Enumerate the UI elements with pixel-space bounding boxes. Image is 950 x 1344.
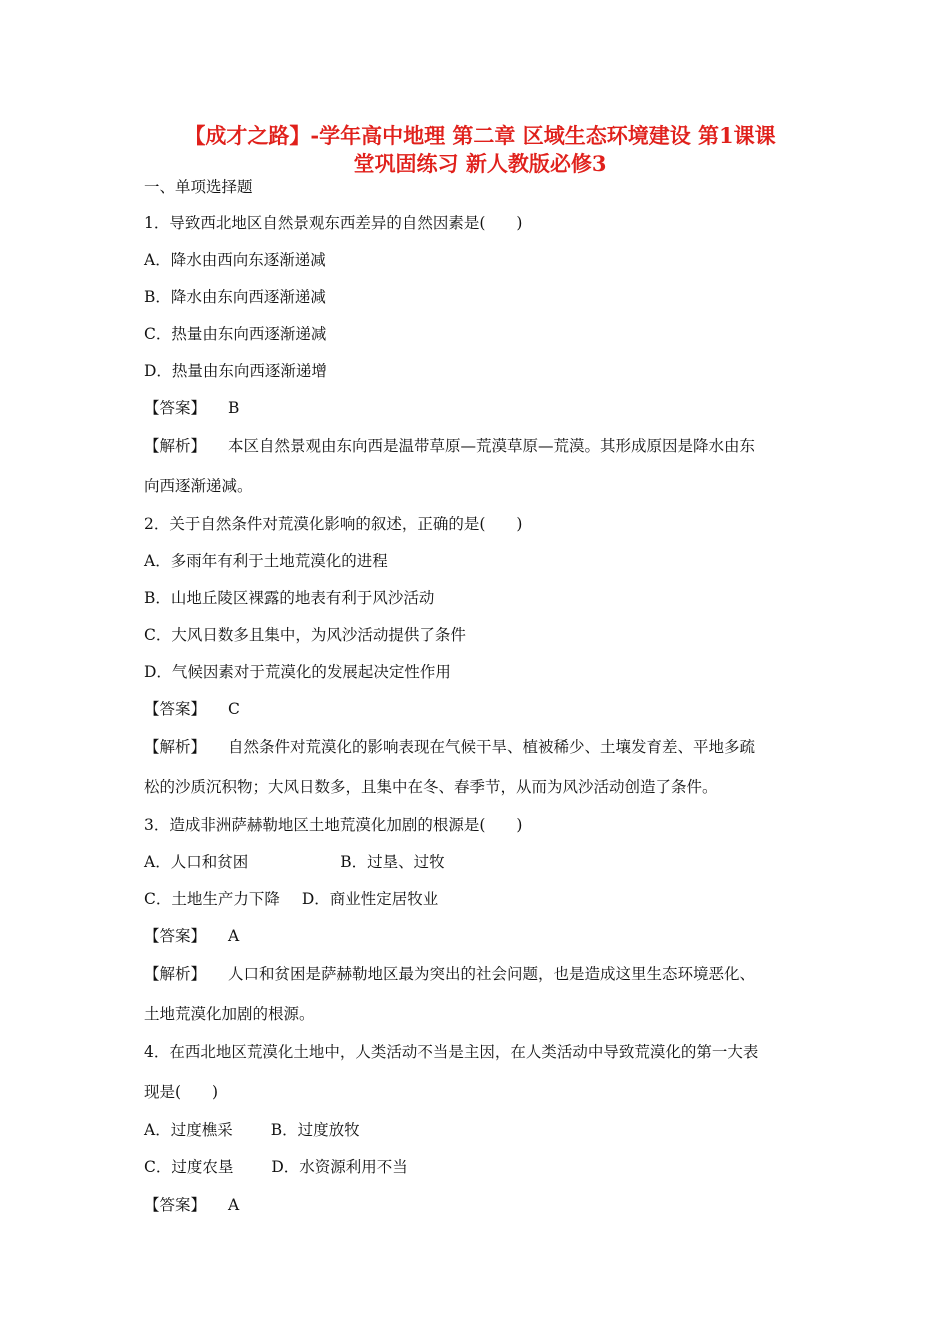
question-3-analysis-continued: 土地荒漠化加剧的根源。: [144, 1005, 315, 1023]
question-3-stem: 3．造成非洲萨赫勒地区土地荒漠化加剧的根源是( ): [144, 816, 523, 834]
analysis-text: 人口和贫困是萨赫勒地区最为突出的社会问题，也是造成这里生态环境恶化、: [228, 965, 756, 983]
question-2-stem: 2．关于自然条件对荒漠化影响的叙述，正确的是( ): [144, 515, 523, 533]
answer-value: A: [228, 1196, 240, 1214]
question-3-options-row-2: [144, 888, 438, 910]
question-2-option-d: D．气候因素对于荒漠化的发展起决定性作用: [144, 663, 451, 681]
question-3-option-b: B．过垦、过牧: [340, 853, 445, 871]
question-1-option-b: B．降水由东向西逐渐递减: [144, 288, 326, 306]
question-4-stem-continued: 现是( ): [144, 1083, 219, 1101]
question-1-answer: [144, 397, 239, 419]
answer-label: 【答案】: [144, 927, 207, 945]
question-4-options-row-2: [144, 1156, 408, 1178]
document-title-line-1: 【成才之路】-学年高中地理 第二章 区域生态环境建设 第1课课: [184, 123, 776, 148]
question-4-options-row-1: [144, 1119, 360, 1141]
answer-label: 【答案】: [144, 700, 207, 718]
question-2-option-c: C．大风日数多且集中，为风沙活动提供了条件: [144, 626, 466, 644]
question-2-analysis-continued: 松的沙质沉积物；大风日数多，且集中在冬、春季节，从而为风沙活动创造了条件。: [144, 778, 718, 796]
analysis-text: 自然条件对荒漠化的影响表现在气候干旱、植被稀少、土壤发育差、平地多疏: [228, 738, 756, 756]
question-4-option-d: D．水资源利用不当: [271, 1158, 408, 1176]
question-3-option-c: C．土地生产力下降: [144, 890, 280, 908]
answer-label: 【答案】: [144, 399, 207, 417]
analysis-text: 本区自然景观由东向西是温带草原—荒漠草原—荒漠。其形成原因是降水由东: [228, 437, 756, 455]
analysis-label: 【解析】: [144, 738, 207, 756]
question-4-stem: 4．在西北地区荒漠化土地中，人类活动不当是主因，在人类活动中导致荒漠化的第一大表: [144, 1043, 759, 1061]
question-3-analysis: [144, 963, 755, 985]
question-1-analysis-continued: 向西逐渐递减。: [144, 477, 253, 495]
question-2-option-b: B．山地丘陵区裸露的地表有利于风沙活动: [144, 589, 435, 607]
question-2-analysis: [144, 736, 755, 758]
question-4-option-a: A．过度樵采: [144, 1121, 233, 1139]
answer-value: B: [228, 399, 240, 417]
question-3-options-row-1: [144, 851, 445, 873]
answer-value: A: [228, 927, 240, 945]
question-1-analysis: [144, 435, 755, 457]
question-4-answer: [144, 1194, 239, 1216]
question-3-answer: [144, 925, 239, 947]
question-1-option-c: C．热量由东向西逐渐递减: [144, 325, 327, 343]
section-heading: 一、单项选择题: [144, 178, 253, 196]
question-1-option-a: A．降水由西向东逐渐递减: [144, 251, 326, 269]
question-1-stem: 1．导致西北地区自然景观东西差异的自然因素是( ): [144, 214, 523, 232]
question-3-option-a: A．人口和贫困: [144, 853, 249, 871]
question-3-option-d: D．商业性定居牧业: [301, 890, 439, 908]
document-title-line-2: 堂巩固练习 新人教版必修3: [353, 151, 607, 176]
answer-value: C: [228, 700, 240, 718]
analysis-label: 【解析】: [144, 965, 207, 983]
question-2-answer: [144, 698, 240, 720]
question-4-option-c: C．过度农垦: [144, 1158, 234, 1176]
answer-label: 【答案】: [144, 1196, 207, 1214]
analysis-label: 【解析】: [144, 437, 207, 455]
question-1-option-d: D．热量由东向西逐渐递增: [144, 362, 327, 380]
question-2-option-a: A．多雨年有利于土地荒漠化的进程: [144, 552, 388, 570]
question-4-option-b: B．过度放牧: [270, 1121, 360, 1139]
